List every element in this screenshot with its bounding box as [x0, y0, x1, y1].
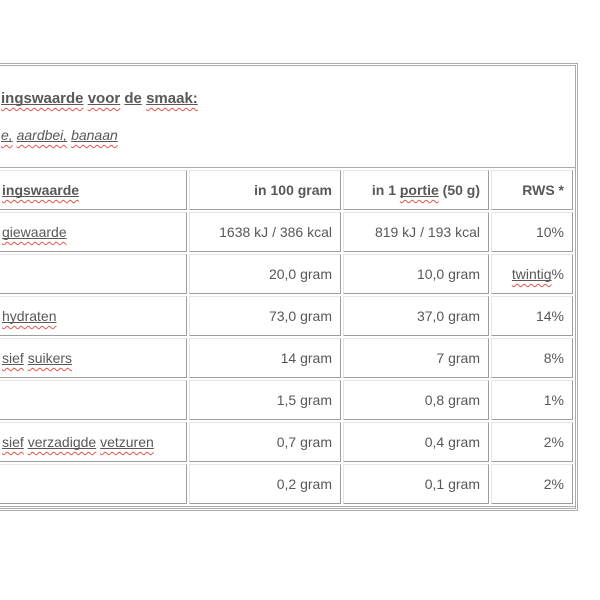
rws-value-cell: twintig% [491, 254, 573, 294]
column-header-label: ingswaarde [0, 170, 187, 210]
nutrition-panel [0, 63, 578, 511]
flavor-list: e, aardbei, banaan [1, 127, 118, 143]
value-portion-cell: 0,8 gram [343, 380, 489, 420]
value-100g-cell: 0,7 gram [189, 422, 341, 462]
table-row [0, 254, 573, 294]
row-label-cell: hydraten [0, 296, 187, 336]
rws-value-cell: 2% [491, 422, 573, 462]
rws-value-cell: 8% [491, 338, 573, 378]
value-100g-cell: 1638 kJ / 386 kcal [189, 212, 341, 252]
value-100g-cell: 1,5 gram [189, 380, 341, 420]
rws-value-cell: 2% [491, 464, 573, 504]
value-portion-cell: 0,1 gram [343, 464, 489, 504]
table-row [0, 422, 573, 462]
table-row [0, 212, 573, 252]
rws-value-cell: 14% [491, 296, 573, 336]
row-label-cell: sief verzadigde vetzuren [0, 422, 187, 462]
value-100g-cell: 14 gram [189, 338, 341, 378]
column-header-rws: RWS * [491, 170, 573, 210]
value-100g-cell: 73,0 gram [189, 296, 341, 336]
value-portion-cell: 10,0 gram [343, 254, 489, 294]
table-row [0, 296, 573, 336]
table-row [0, 464, 573, 504]
row-label-cell: sief suikers [0, 338, 187, 378]
value-portion-cell: 37,0 gram [343, 296, 489, 336]
table-row [0, 338, 573, 378]
column-header-portion: in 1 portie (50 g) [343, 170, 489, 210]
value-portion-cell: 819 kJ / 193 kcal [343, 212, 489, 252]
row-label-cell [0, 254, 187, 294]
value-portion-cell: 7 gram [343, 338, 489, 378]
row-label-cell [0, 464, 187, 504]
value-100g-cell: 20,0 gram [189, 254, 341, 294]
value-portion-cell: 0,4 gram [343, 422, 489, 462]
table-header-row [0, 170, 573, 210]
column-header-per-100g: in 100 gram [189, 170, 341, 210]
rws-value-cell: 1% [491, 380, 573, 420]
row-label-cell [0, 380, 187, 420]
nutrition-table [0, 167, 576, 507]
value-100g-cell: 0,2 gram [189, 464, 341, 504]
nutrition-table-body [0, 212, 573, 504]
table-row [0, 380, 573, 420]
nutrition-heading: ingswaarde voor de smaak: [1, 90, 198, 107]
rws-value-cell: 10% [491, 212, 573, 252]
row-label-cell: giewaarde [0, 212, 187, 252]
